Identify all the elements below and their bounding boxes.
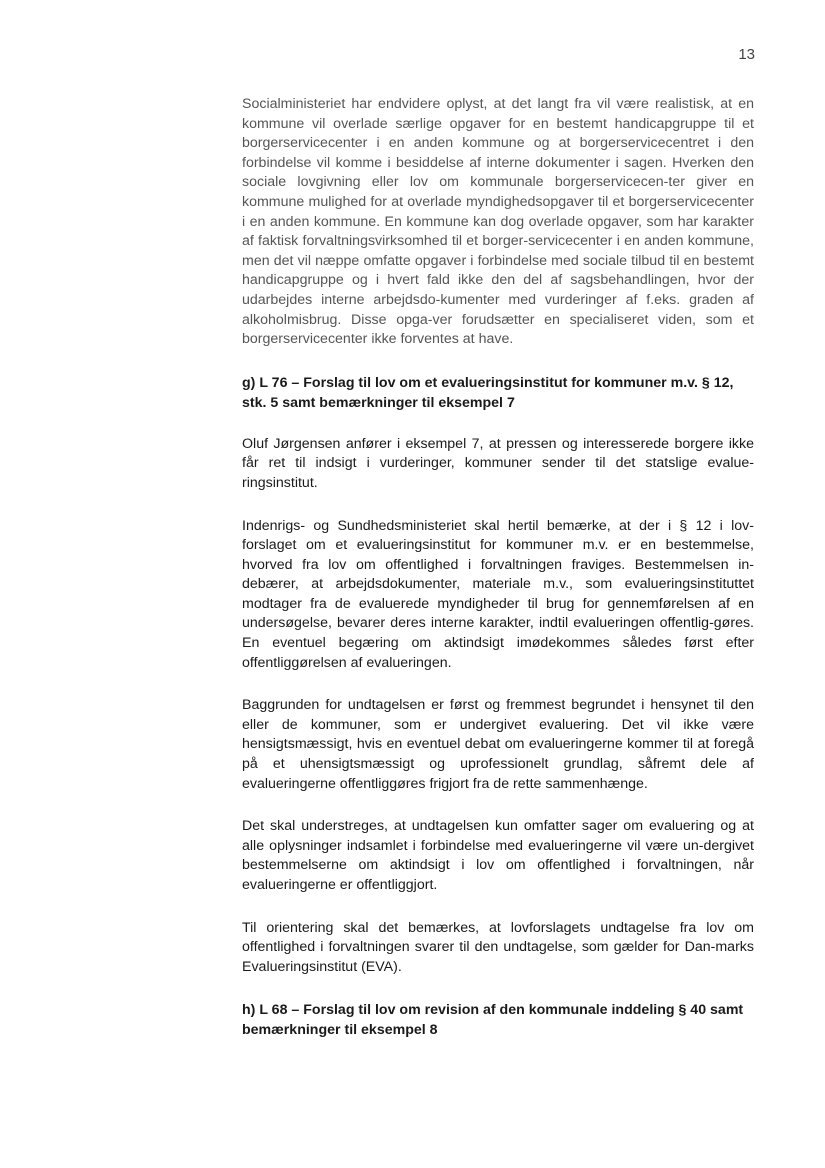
- page-number: 13: [738, 46, 755, 63]
- paragraph-g4: Det skal understreges, at undtagelsen kun omfatter sager om evaluering og at alle oplysninger indsamlet i forbindelse med evalueringerne vil være un-dergivet bestemmelserne om aktindsigt i lov om offentlighed i forvaltningen, når evalueringerne er offentliggjort.: [242, 818, 754, 893]
- paragraph-g3: Baggrunden for undtagelsen er først og fremmest begrundet i hensynet til den eller de kommuner, som er undergivet evaluering. Det vil ikke være hensigtsmæssigt, hvis en eventuel debat om evalueringerne kommer til at foregå på et uhensigtsmæssigt og uprofessionelt grundlag, såfremt dele af evalueringerne offentliggøres frigjort fra de rette sammenhænge.: [242, 697, 754, 792]
- paragraph-g1: Oluf Jørgensen anfører i eksempel 7, at pressen og interesserede borgere ikke får ret til indsigt i vurderinger, kommuner sender til det statslige evalue-ringsinstitut.: [242, 435, 754, 491]
- section-heading-g: g) L 76 – Forslag til lov om et evalueringsinstitut for kommuner m.v. § 12, stk. 5 samt bemærkninger til eksempel 7: [242, 374, 734, 411]
- section-heading-h: h) L 68 – Forslag til lov om revision af den kommunale inddeling § 40 samt bemærkninger til eksempel 8: [242, 1002, 744, 1039]
- document-body: [242, 95, 754, 1062]
- intro-paragraph: Socialministeriet har endvidere oplyst, at det langt fra vil være realistisk, at en kommune vil overlade særlige opgaver for en bestemt handicapgruppe til et borgerservicecenter i en anden kommune og at borgerservicecentret i den forbindelse vil komme i besiddelse af interne dokumenter i sagen. Hverken den sociale lovgivning eller lov om kommunale borgerservicecen-ter giver en kommune mulighed for at overlade myndighedsopgaver til et borgerservicecenter i en anden kommune. En kommune kan dog overlade opgaver, som har karakter af faktisk forvaltningsvirksomhed til et borger-servicecenter i en anden kommune, men det vil næppe omfatte opgaver i forbindelse med sociale tilbud til en bestemt handicapgruppe og i hvert fald ikke den del af sagsbehandlingen, hvor der udarbejdes interne arbejdsdo-kumenter med vurderinger af f.eks. graden af alkoholmisbrug. Disse opga-ver forudsætter en specialiseret viden, som et borgerservicecenter ikke forventes at have.: [242, 96, 754, 348]
- paragraph-g5: Til orientering skal det bemærkes, at lovforslagets undtagelse fra lov om offentlighed i forvaltningen svarer til den undtagelse, som gælder for Dan-marks Evalueringsinstitut (EVA).: [242, 919, 754, 975]
- paragraph-g2: Indenrigs- og Sundhedsministeriet skal hertil bemærke, at der i § 12 i lov-forslaget om et evalueringsinstitut for kommuner m.v. er en bestemmelse, hvorved fra lov om offentlighed i forvaltningen fraviges. Bestemmelsen in-debærer, at arbejdsdokumenter, materiale m.v., som evalueringsinstituttet modtager fra de evaluerede myndigheder til brug for gennemførelsen af en undersøgelse, bevarer deres interne karakter, indtil evalueringen offentlig-gøres. En eventuel begæring om aktindsigt imødekommes således først efter offentliggørelsen af evalueringen.: [242, 517, 754, 671]
